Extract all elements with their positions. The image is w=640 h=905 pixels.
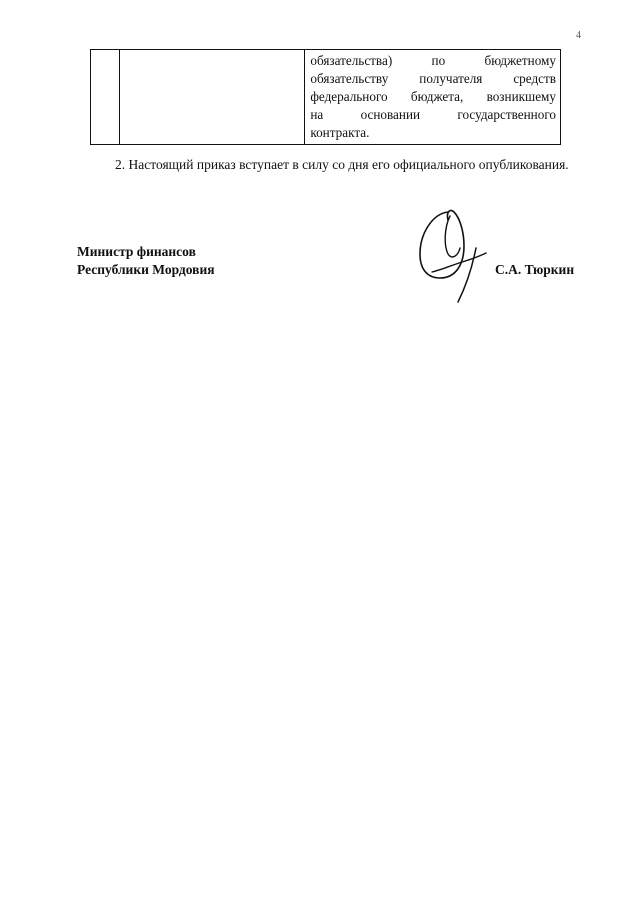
clause-paragraph: 2. Настоящий приказ вступает в силу со дня его официального опубликования. (115, 157, 569, 172)
table-cell-line: контракта. (310, 125, 370, 140)
table-cell-line: обязательству получателя средств (310, 71, 556, 86)
table-cell-name (120, 50, 305, 145)
signer-name: С.А. Тюркин (495, 262, 575, 277)
page-number: 4 (576, 30, 581, 41)
signer-title-line: Республики Мордовия (77, 262, 215, 277)
table-cell-line: федерального бюджета, возникшему (310, 89, 556, 104)
table-cell-line: обязательства) по бюджетному (310, 53, 556, 68)
table-cell-number (91, 50, 120, 145)
table-cell-description (305, 50, 561, 145)
continuation-table (90, 49, 561, 145)
handwritten-signature (410, 198, 500, 306)
signer-title-line: Министр финансов (77, 244, 196, 259)
table-cell-line: на основании государственного (310, 107, 556, 122)
signer-title (77, 243, 215, 279)
table-row (91, 50, 561, 145)
